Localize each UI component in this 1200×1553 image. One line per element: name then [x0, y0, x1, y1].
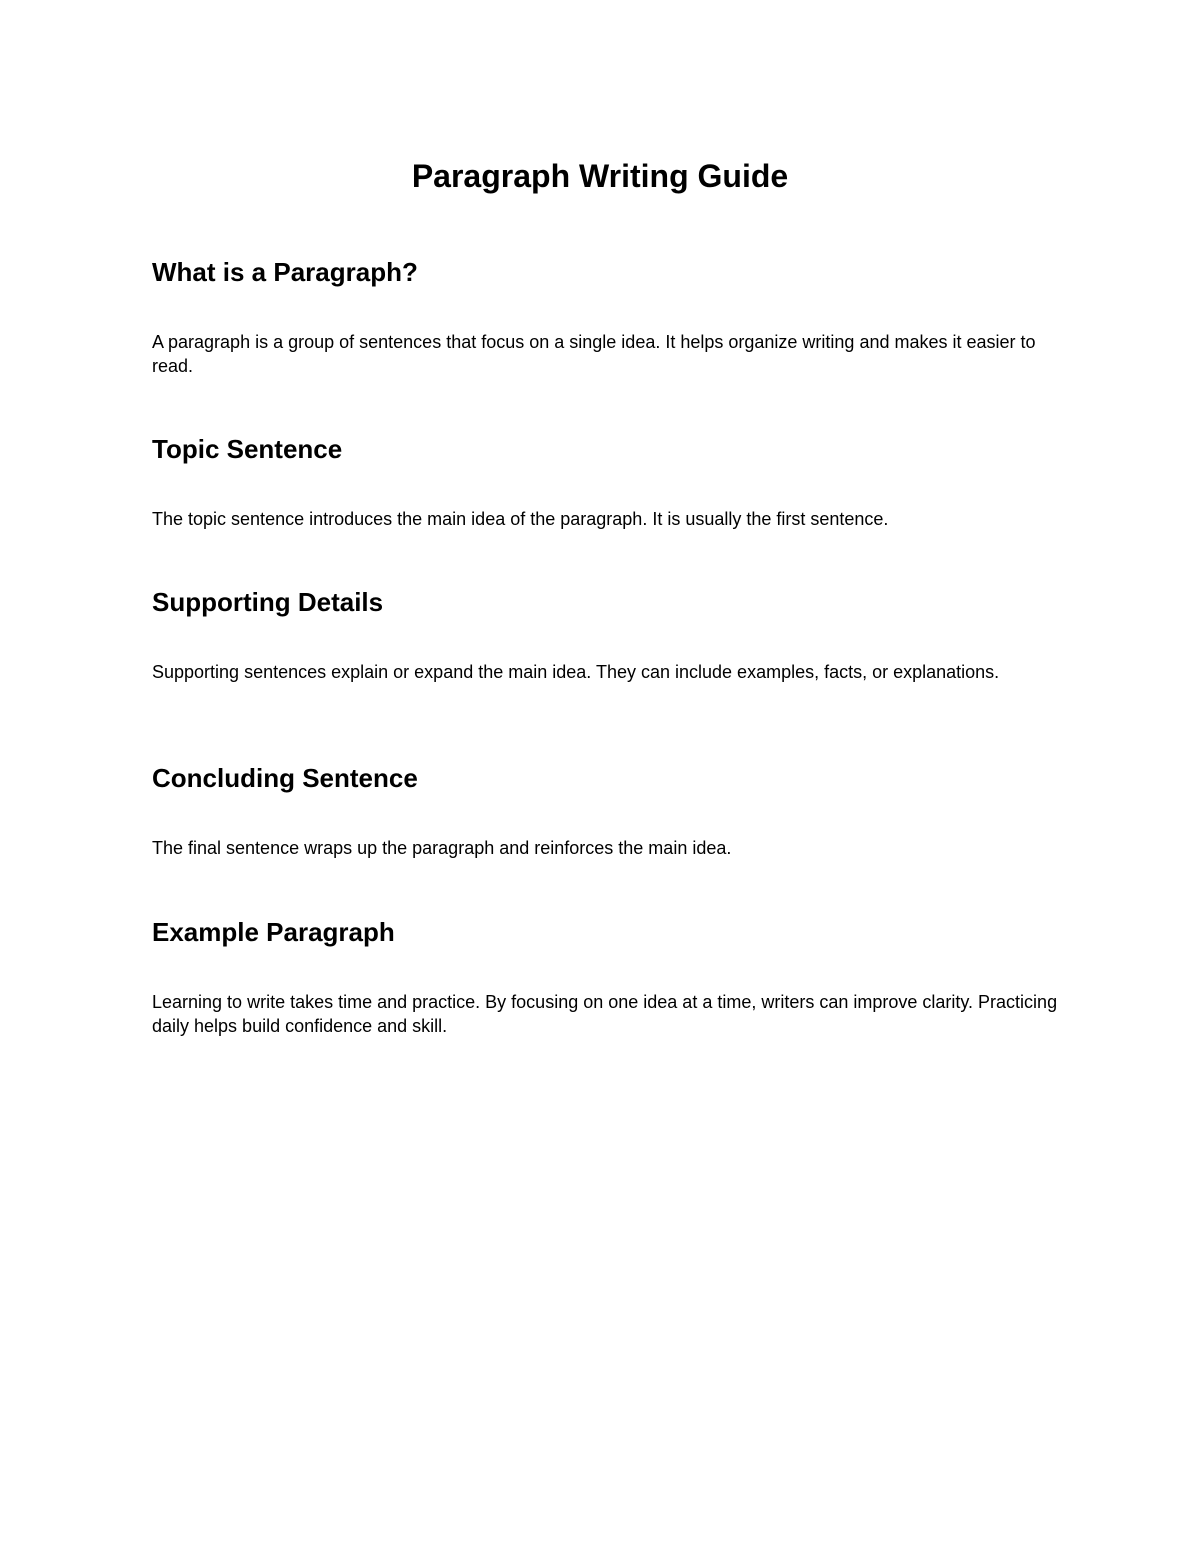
- section-example-paragraph: [152, 916, 1062, 1038]
- section-body: The topic sentence introduces the main idea of the paragraph. It is usually the first sentence.: [152, 509, 889, 529]
- section-body: Learning to write takes time and practice. By focusing on one idea at a time, writers can improve clarity. Practicing daily helps build confidence and skill.: [152, 992, 1058, 1036]
- section-supporting-details: [152, 586, 1062, 684]
- section-topic-sentence: [152, 433, 1062, 531]
- section-heading: Topic Sentence: [152, 434, 343, 464]
- section-heading: Concluding Sentence: [152, 763, 418, 793]
- section-heading: What is a Paragraph?: [152, 257, 418, 287]
- section-body: A paragraph is a group of sentences that focus on a single idea. It helps organize writing and makes it easier to read.: [152, 332, 1036, 376]
- section-body: Supporting sentences explain or expand the main idea. They can include examples, facts, or explanations.: [152, 662, 1000, 682]
- section-concluding-sentence: [152, 762, 1062, 860]
- section-heading: Supporting Details: [152, 587, 384, 617]
- section-what-is-a-paragraph: [152, 256, 1062, 378]
- section-heading: Example Paragraph: [152, 917, 395, 947]
- document-title: Paragraph Writing Guide: [411, 158, 789, 194]
- section-body: The final sentence wraps up the paragraph and reinforces the main idea.: [152, 838, 732, 858]
